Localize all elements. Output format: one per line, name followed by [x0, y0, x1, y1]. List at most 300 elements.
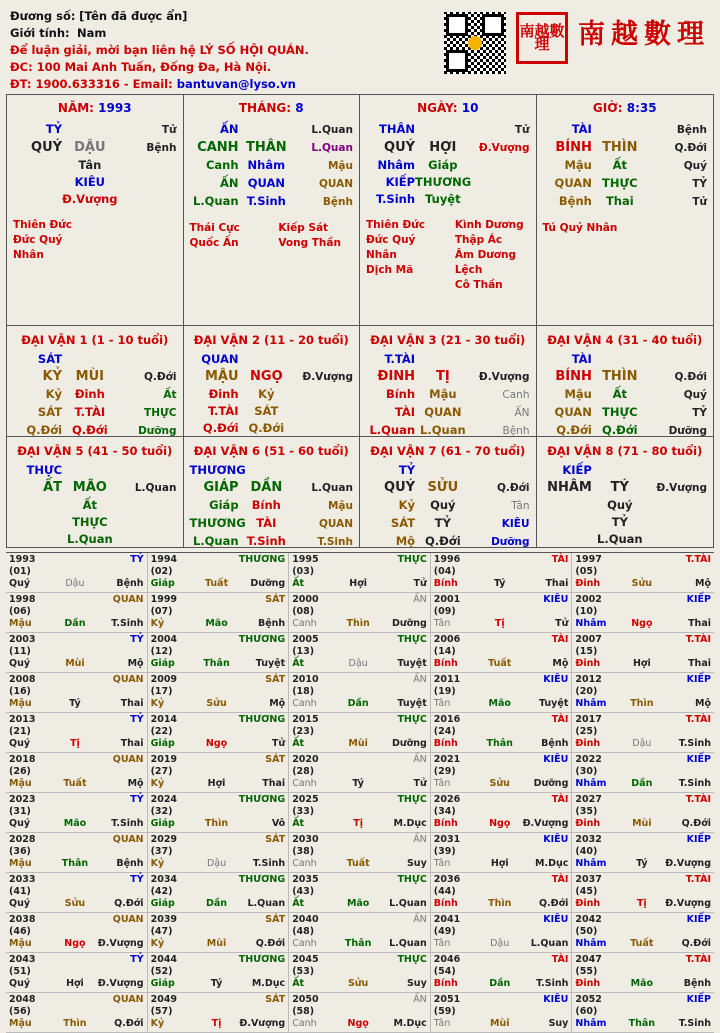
- year-cell-top: [9, 754, 144, 778]
- notes-left: [366, 218, 447, 293]
- year-branch: Thìn: [63, 1018, 87, 1029]
- year-cell[interactable]: [289, 593, 431, 632]
- year-cell[interactable]: [572, 793, 714, 832]
- dai-van-header-line: [366, 462, 530, 479]
- dai-van-cell[interactable]: [7, 326, 184, 436]
- year-life-stage: Mộ: [552, 658, 569, 669]
- branch-cell: THÂN: [245, 140, 287, 155]
- year-cell[interactable]: [148, 913, 290, 952]
- year-cell[interactable]: [148, 713, 290, 752]
- year-stem: Nhâm: [575, 778, 607, 789]
- year-cell[interactable]: [148, 993, 290, 1032]
- year-branch: Thìn: [346, 618, 370, 629]
- year-ten-god: SÁT: [265, 834, 286, 845]
- year-cell-top: [292, 554, 427, 578]
- year-label: 2039 (47): [150, 914, 178, 937]
- year-ten-god: KIẾP: [686, 994, 711, 1005]
- year-stem: Mậu: [9, 1018, 32, 1029]
- pillar-title-label: GIỜ:: [592, 101, 623, 115]
- qr-finder-tl: [446, 14, 468, 36]
- year-label: 1995 (03): [292, 554, 319, 577]
- year-cell[interactable]: [431, 753, 573, 792]
- year-cell-top: [9, 674, 144, 698]
- stem-cell: Nhâm: [377, 158, 416, 172]
- year-cell-top: [292, 794, 427, 818]
- year-branch: Dần: [489, 978, 511, 989]
- gender-label: Giới tính:: [10, 26, 70, 40]
- year-stem: Canh: [292, 938, 317, 949]
- year-branch: Mùi: [632, 818, 652, 829]
- year-label: 1994 (02): [150, 554, 178, 577]
- year-cell-top: [434, 794, 569, 818]
- pillar-line: [190, 157, 354, 175]
- year-cell-top: [292, 714, 427, 738]
- year-branch: Thân: [203, 658, 230, 669]
- year-cell[interactable]: [289, 753, 431, 792]
- year-cell[interactable]: [431, 553, 573, 592]
- year-label: 2024 (32): [150, 794, 178, 817]
- pillar-header-line: [543, 121, 708, 139]
- year-cell[interactable]: [572, 593, 714, 632]
- year-cell[interactable]: [6, 873, 148, 912]
- year-life-stage: T.Sinh: [252, 858, 286, 869]
- year-branch: Thìn: [204, 818, 229, 829]
- pillar-line: [13, 531, 177, 548]
- extra-cell: KIÊU: [501, 518, 530, 530]
- year-stem: Bính: [433, 738, 458, 749]
- dai-van-cell[interactable]: [537, 326, 714, 436]
- extra-cell: Mậu: [327, 160, 353, 172]
- year-cell-top: [151, 594, 286, 618]
- pillar-line: [543, 139, 708, 157]
- year-cell[interactable]: [289, 993, 431, 1032]
- year-stem: Ất: [292, 578, 305, 589]
- dai-van-title: ĐẠI VẬN 3 (21 - 30 tuổi): [370, 333, 526, 347]
- year-ten-god: TỶ: [130, 554, 144, 565]
- notes-right: [632, 221, 707, 236]
- year-cell-bottom: [151, 658, 286, 670]
- extra-cell: Q.Đới: [674, 371, 707, 383]
- year-branch: Dậu: [348, 658, 368, 669]
- qr-finder-bl: [446, 50, 468, 72]
- branch-cell: TÀI: [256, 516, 277, 530]
- note-item: Thập Ác: [454, 234, 503, 246]
- year-cell[interactable]: [572, 633, 714, 672]
- year-cell-bottom: [434, 578, 569, 590]
- year-cell-bottom: [575, 818, 711, 830]
- pillar-line: [13, 497, 177, 514]
- pillar-line: [366, 404, 530, 422]
- year-row: [6, 633, 714, 673]
- year-label: 2004 (12): [150, 634, 178, 657]
- year-stem: Nhâm: [575, 698, 607, 709]
- year-cell-top: [151, 834, 286, 858]
- extra-cell: Tử: [692, 196, 707, 208]
- year-cell[interactable]: [6, 993, 148, 1032]
- dai-van-cell[interactable]: [360, 437, 537, 547]
- year-cell[interactable]: [148, 753, 290, 792]
- pillar-line: [13, 368, 177, 386]
- pillar-line: [543, 157, 708, 175]
- pillar-notes: [190, 221, 354, 251]
- branch-cell: THỰC: [602, 176, 638, 190]
- year-label: 2023 (31): [9, 794, 36, 817]
- year-cell[interactable]: [431, 713, 573, 752]
- year-cell-top: [292, 634, 427, 658]
- year-cell-bottom: [9, 658, 144, 670]
- extra-cell: Dưỡng: [668, 425, 707, 437]
- year-stem: Ất: [292, 658, 305, 669]
- branch-cell: Quý: [430, 498, 456, 512]
- year-stem: Mậu: [9, 778, 32, 789]
- extra-cell: Bệnh: [322, 196, 353, 208]
- year-cell[interactable]: [289, 953, 431, 992]
- year-cell[interactable]: [148, 633, 290, 672]
- year-ten-god: TỶ: [130, 714, 144, 725]
- year-cell-bottom: [151, 938, 286, 950]
- year-cell[interactable]: [289, 793, 431, 832]
- year-stem: Nhâm: [575, 938, 607, 949]
- year-cell-bottom: [292, 578, 427, 590]
- pillar-line: [190, 139, 354, 157]
- year-cell[interactable]: [431, 993, 573, 1032]
- year-cell[interactable]: [6, 793, 148, 832]
- dai-van-header-line: [190, 462, 354, 479]
- year-branch: Hợi: [349, 578, 367, 589]
- year-life-stage: Mộ: [695, 698, 711, 709]
- year-branch: Dậu: [65, 578, 85, 589]
- year-branch: Tị: [636, 898, 647, 909]
- year-cell[interactable]: [572, 833, 714, 872]
- year-life-stage: Vô: [271, 818, 286, 829]
- year-cell[interactable]: [572, 993, 714, 1032]
- year-label: 1996 (04): [433, 554, 461, 577]
- year-cell[interactable]: [431, 593, 573, 632]
- year-cell[interactable]: [289, 713, 431, 752]
- dai-van-cell[interactable]: [7, 437, 184, 547]
- year-cell-bottom: [151, 578, 286, 590]
- year-stem: Nhâm: [575, 858, 607, 869]
- contact-invite-line: Để luận giải, mời bạn liên hệ LÝ SỐ HỘI QUÁN.: [10, 43, 309, 57]
- year-stem: Tân: [433, 858, 451, 869]
- year-stem: Kỷ: [150, 1018, 165, 1029]
- year-cell[interactable]: [289, 873, 431, 912]
- year-cell-top: [151, 714, 286, 738]
- dai-van-cell[interactable]: [537, 437, 714, 547]
- year-cell-top: [575, 554, 711, 578]
- pillar-notes: [543, 221, 708, 236]
- year-stem: Đinh: [575, 738, 601, 749]
- year-cell-top: [575, 954, 711, 978]
- year-branch: Thân: [61, 858, 89, 869]
- year-label: 2030 (38): [292, 834, 319, 857]
- year-label: 2037 (45): [575, 874, 602, 897]
- year-cell-bottom: [292, 738, 427, 750]
- note-item: Đức Quý Nhân: [13, 234, 63, 261]
- branch-cell: T.Sinh: [246, 534, 286, 548]
- year-life-stage: Bệnh: [683, 978, 711, 989]
- extra-cell: Canh: [502, 389, 530, 401]
- year-cell[interactable]: [289, 673, 431, 712]
- year-cell[interactable]: [148, 673, 290, 712]
- year-branch: Tị: [494, 618, 505, 629]
- extra-cell: Dưỡng: [138, 425, 177, 437]
- year-cell-top: [575, 594, 711, 618]
- pillar-line: [190, 497, 354, 515]
- year-cell-bottom: [9, 978, 144, 990]
- year-stem: Giáp: [150, 898, 175, 909]
- year-cell[interactable]: [431, 873, 573, 912]
- address-line: ĐC: 100 Mai Anh Tuấn, Đống Đa, Hà Nội.: [10, 60, 272, 74]
- branch-cell: THỰC: [72, 515, 108, 529]
- dai-van-cell[interactable]: [184, 326, 361, 436]
- pillar-line: [366, 174, 530, 191]
- year-cell[interactable]: [6, 553, 148, 592]
- stem-cell: Kỷ: [45, 387, 63, 401]
- year-cell-bottom: [292, 778, 427, 790]
- year-cell-top: [151, 914, 286, 938]
- pillar-header-line: [190, 121, 354, 139]
- branch-cell: DẬU: [74, 140, 106, 155]
- year-cell[interactable]: [6, 633, 148, 672]
- year-life-stage: L.Quan: [247, 898, 286, 909]
- year-cell-bottom: [434, 978, 569, 990]
- dai-van-ten-god: QUAN: [201, 352, 239, 366]
- year-cell[interactable]: [572, 673, 714, 712]
- year-stem: Bính: [433, 658, 458, 669]
- year-cell[interactable]: [148, 793, 290, 832]
- stem-cell: Q.Đới: [556, 423, 592, 437]
- year-stem: Quý: [9, 818, 31, 829]
- stem-cell: L.Quan: [369, 423, 416, 437]
- qr-code-icon[interactable]: [444, 12, 506, 74]
- extra-cell: Đ.Vượng: [478, 142, 530, 154]
- year-cell[interactable]: [6, 713, 148, 752]
- year-cell-top: [292, 994, 427, 1018]
- year-cell-top: [575, 834, 711, 858]
- pillar-line: [13, 404, 177, 422]
- branch-cell: TỊ: [435, 369, 450, 384]
- year-cell-top: [575, 794, 711, 818]
- year-stem: Quý: [9, 978, 31, 989]
- year-branch: Hợi: [490, 858, 509, 869]
- year-cell-bottom: [151, 778, 286, 790]
- year-ten-god: THƯƠNG: [238, 794, 286, 805]
- year-cell-top: [9, 554, 144, 578]
- stem-cell: Canh: [205, 158, 239, 172]
- year-cell[interactable]: [289, 913, 431, 952]
- year-cell[interactable]: [6, 593, 148, 632]
- year-stem: Giáp: [150, 818, 175, 829]
- branch-cell: Q.Đới: [72, 423, 108, 437]
- pillar-line: [366, 139, 530, 157]
- year-ten-god: THỰC: [397, 954, 427, 965]
- lieu-nien-year-table: [6, 552, 714, 1033]
- dai-van-header-line: [543, 462, 708, 479]
- year-cell[interactable]: [572, 753, 714, 792]
- year-branch: Dậu: [632, 738, 652, 749]
- year-stem: Đinh: [575, 578, 601, 589]
- year-label: 1999 (07): [150, 594, 178, 617]
- year-cell-bottom: [575, 1018, 711, 1030]
- year-cell[interactable]: [6, 753, 148, 792]
- year-cell-top: [575, 634, 711, 658]
- dai-van-cell[interactable]: [360, 326, 537, 436]
- year-stem: Bính: [433, 898, 458, 909]
- year-cell[interactable]: [431, 833, 573, 872]
- year-cell-top: [575, 714, 711, 738]
- year-ten-god: THƯƠNG: [238, 714, 286, 725]
- year-stem: Giáp: [150, 738, 175, 749]
- year-cell[interactable]: [6, 833, 148, 872]
- four-pillars-grid: [6, 94, 714, 326]
- year-cell-bottom: [434, 778, 569, 790]
- year-cell-top: [292, 754, 427, 778]
- year-cell-bottom: [575, 938, 711, 950]
- year-cell[interactable]: [289, 553, 431, 592]
- year-life-stage: Dưỡng: [392, 738, 427, 749]
- year-cell-top: [151, 794, 286, 818]
- year-label: 2049 (57): [150, 994, 178, 1017]
- year-cell-bottom: [292, 818, 427, 830]
- branch-cell: MÙI: [75, 369, 104, 384]
- year-label: 2016 (24): [433, 714, 461, 737]
- year-ten-god: TÀI: [551, 714, 569, 725]
- gender-value: Nam: [76, 26, 107, 40]
- year-cell[interactable]: [431, 793, 573, 832]
- stem-cell: Đinh: [208, 387, 239, 401]
- dai-van-grid-top: [6, 326, 714, 437]
- year-cell[interactable]: [148, 593, 290, 632]
- notes-right: [455, 218, 530, 293]
- phone-email-line: [10, 76, 309, 93]
- year-cell[interactable]: [431, 673, 573, 712]
- year-cell[interactable]: [6, 953, 148, 992]
- year-ten-god: SÁT: [265, 754, 286, 765]
- year-stem: Canh: [292, 858, 317, 869]
- year-branch: Tuất: [488, 658, 512, 669]
- pillar-line: [366, 497, 530, 515]
- dai-van-ten-god: THỰC: [26, 463, 63, 477]
- extra-cell: QUAN: [318, 518, 353, 530]
- dai-van-ten-god: TỶ: [398, 463, 416, 477]
- stem-cell: T.TÀI: [207, 404, 239, 418]
- stem-cell: Giáp: [209, 498, 239, 512]
- year-cell[interactable]: [6, 673, 148, 712]
- dai-van-ten-god: TÀI: [571, 352, 592, 366]
- year-cell[interactable]: [148, 553, 290, 592]
- year-cell-top: [151, 554, 286, 578]
- year-cell[interactable]: [572, 953, 714, 992]
- year-branch: Tý: [493, 578, 506, 589]
- year-cell[interactable]: [572, 873, 714, 912]
- branch-cell: Ất: [82, 498, 98, 512]
- year-stem: Canh: [292, 778, 317, 789]
- year-cell-bottom: [434, 658, 569, 670]
- dai-van-header-line: [13, 351, 177, 368]
- year-cell[interactable]: [289, 833, 431, 872]
- year-label: 2044 (52): [150, 954, 178, 977]
- year-life-stage: Đ.Vượng: [97, 978, 144, 989]
- stem-cell: SÁT: [37, 405, 63, 419]
- year-stem: Giáp: [150, 578, 175, 589]
- year-stem: Nhâm: [575, 1018, 607, 1029]
- year-life-stage: Suy: [406, 858, 427, 869]
- year-cell[interactable]: [289, 633, 431, 672]
- year-cell[interactable]: [148, 833, 290, 872]
- year-stem: Kỷ: [150, 698, 165, 709]
- note-item: Cô Thần: [454, 279, 503, 291]
- pillar-line: [13, 157, 177, 174]
- year-stem: Mậu: [9, 858, 32, 869]
- year-label: 2022 (30): [575, 754, 602, 777]
- pillar-line: [366, 368, 530, 386]
- year-life-stage: Bệnh: [116, 578, 144, 589]
- pillar-line: [190, 193, 354, 211]
- year-stem: Kỷ: [150, 618, 165, 629]
- branch-cell: THƯƠNG: [415, 175, 472, 189]
- year-cell-top: [151, 754, 286, 778]
- branch-cell: Q.Đới: [425, 534, 461, 548]
- year-cell[interactable]: [148, 873, 290, 912]
- note-item: Kình Dương: [454, 219, 524, 231]
- year-stem: Đinh: [575, 818, 601, 829]
- dai-van-cell[interactable]: [184, 437, 361, 547]
- year-cell[interactable]: [431, 913, 573, 952]
- year-cell[interactable]: [572, 713, 714, 752]
- year-life-stage: Đ.Vượng: [97, 938, 144, 949]
- year-ten-god: TỶ: [130, 634, 144, 645]
- year-cell-bottom: [151, 1018, 286, 1030]
- year-ten-god: KIÊU: [543, 914, 569, 925]
- year-ten-god: ẤN: [413, 674, 427, 685]
- year-branch: Thân: [628, 1018, 656, 1029]
- year-cell-bottom: [575, 778, 711, 790]
- year-stem: Canh: [292, 1018, 317, 1029]
- extra-cell: Ất: [163, 389, 177, 401]
- note-item: Vong Thần: [278, 237, 341, 249]
- year-branch: Hợi: [632, 658, 651, 669]
- year-stem: Mậu: [9, 938, 32, 949]
- year-life-stage: M.Dục: [535, 858, 569, 869]
- extra-cell: TỶ: [692, 407, 707, 419]
- year-branch: Dần: [206, 898, 228, 909]
- year-ten-god: KIÊU: [543, 754, 569, 765]
- year-label: 2012 (20): [575, 674, 602, 697]
- year-cell-bottom: [151, 618, 286, 630]
- year-cell[interactable]: [431, 633, 573, 672]
- year-cell-top: [434, 634, 569, 658]
- year-cell[interactable]: [572, 553, 714, 592]
- year-row: [6, 833, 714, 873]
- year-life-stage: Tuyệt: [397, 698, 427, 709]
- year-branch: Sửu: [631, 578, 653, 589]
- year-branch: Dậu: [206, 858, 227, 869]
- extra-cell: Quý: [683, 160, 707, 172]
- year-cell[interactable]: [572, 913, 714, 952]
- year-cell[interactable]: [431, 953, 573, 992]
- year-cell[interactable]: [6, 913, 148, 952]
- year-cell-top: [434, 594, 569, 618]
- extra-cell: Bệnh: [502, 425, 530, 437]
- year-stem: Đinh: [575, 978, 601, 989]
- year-cell[interactable]: [148, 953, 290, 992]
- extra-cell: Bệnh: [146, 142, 177, 154]
- pillar-line: [190, 403, 354, 420]
- year-cell-bottom: [9, 858, 144, 870]
- year-label: 2036 (44): [433, 874, 461, 897]
- branch-cell: L.Quan: [67, 532, 113, 546]
